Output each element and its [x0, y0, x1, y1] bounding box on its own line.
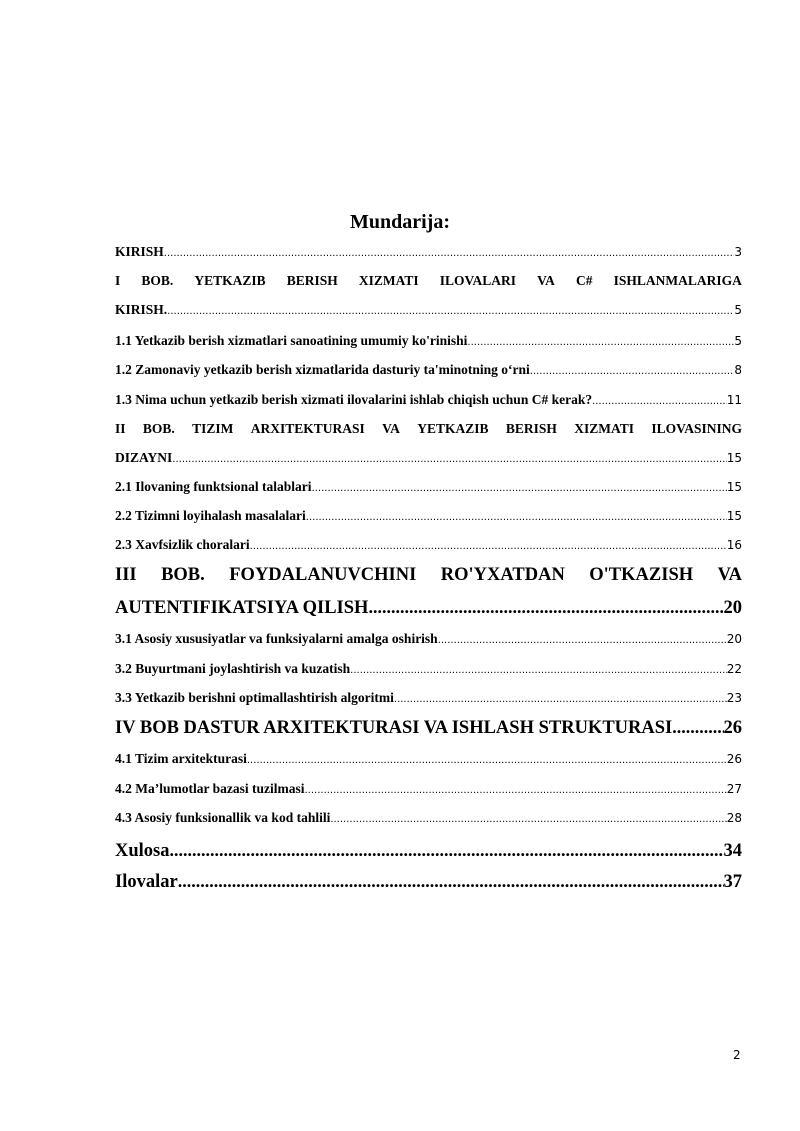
heading-word: ILOVASINING — [651, 421, 742, 436]
toc-page-number: 20 — [726, 632, 742, 646]
toc-page-number: 5 — [734, 334, 742, 348]
toc-page-number: 28 — [726, 811, 742, 825]
heading-word: VA — [717, 565, 742, 585]
toc-entry-text: 3.3 Yetkazib berishni optimallashtirish algoritmi — [115, 690, 394, 705]
dot-leader — [330, 814, 726, 825]
toc-chapter-2-heading-line1[interactable] — [115, 421, 742, 437]
heading-word: BOB. — [141, 273, 174, 288]
heading-word: II — [115, 421, 126, 436]
toc-entry-text: IV BOB DASTUR ARXITEKTURASI VA ISHLASH STRUKTURASI — [115, 718, 673, 738]
toc-page-number: 15 — [726, 451, 742, 465]
toc-page-number: 34 — [723, 841, 742, 861]
toc-title: Mundarija: — [350, 211, 450, 233]
heading-word: XIZMATI — [358, 273, 419, 288]
toc-page-number: 3 — [734, 245, 742, 259]
heading-word: C# — [576, 273, 593, 288]
dot-leader — [672, 717, 723, 738]
toc-entry-xulosa[interactable] — [115, 840, 742, 866]
dot-leader — [467, 337, 734, 348]
dot-leader — [250, 541, 727, 552]
toc-entry-text: 1.3 Nima uchun yetkazib berish xizmati ilovalarini ishlab chiqish uchun C# kerak? — [115, 392, 593, 407]
toc-entry-4-3[interactable] — [115, 810, 742, 830]
toc-page-number: 15 — [726, 480, 742, 494]
dot-leader — [438, 635, 727, 646]
toc-entry-1-3[interactable] — [115, 392, 742, 412]
dot-leader — [178, 871, 724, 892]
toc-entry-text: AUTENTIFIKATSIYA QILISH — [115, 598, 369, 618]
toc-entry-text: 2.2 Tizimni loyihalash masalalari — [115, 508, 306, 523]
heading-word: YETKAZIB — [417, 421, 489, 436]
toc-page-number: 22 — [726, 662, 742, 676]
toc-page-number: 5 — [734, 303, 742, 317]
dot-leader — [172, 454, 726, 465]
toc-entry-1-1[interactable] — [115, 333, 742, 353]
toc-entry-text: Xulosa — [115, 841, 170, 861]
heading-word: VA — [382, 421, 400, 436]
heading-word: XIZMATI — [574, 421, 635, 436]
toc-entry-2-1[interactable] — [115, 479, 742, 499]
toc-chapter-1-heading-line2[interactable] — [115, 302, 742, 322]
page-number: 2 — [733, 1048, 741, 1062]
dot-leader — [170, 840, 724, 861]
dot-leader — [592, 396, 727, 407]
dot-leader — [306, 512, 727, 523]
toc-entry-3-3[interactable] — [115, 690, 742, 710]
toc-entry-text: 2.3 Xavfsizlik choralari — [115, 537, 250, 552]
toc-page-number: 26 — [723, 718, 742, 738]
heading-word: BOB. — [161, 565, 205, 585]
toc-entry-3-1[interactable] — [115, 631, 742, 651]
toc-entry-text: 4.1 Tizim arxitekturasi — [115, 751, 247, 766]
toc-entry-4-2[interactable] — [115, 781, 742, 801]
heading-word: ILOVALARI — [439, 273, 517, 288]
heading-word: III — [115, 565, 137, 585]
toc-entry-text: 1.1 Yetkazib berish xizmatlari sanoatining umumiy ko'rinishi — [115, 333, 468, 348]
dot-leader — [305, 785, 727, 796]
heading-word: VA — [537, 273, 555, 288]
dot-leader — [368, 597, 723, 618]
heading-word: RO'YXATDAN — [440, 565, 565, 585]
heading-word: ISHLANMALARIGA — [613, 273, 742, 288]
toc-page-number: 16 — [726, 538, 742, 552]
toc-entry-text: KIRISH. — [115, 302, 168, 317]
toc-page-number: 26 — [726, 752, 742, 766]
toc-entry-3-2[interactable] — [115, 661, 742, 681]
toc-page-number: 23 — [726, 691, 742, 705]
heading-word: ARXITEKTURASI — [250, 421, 365, 436]
heading-word: BERISH — [505, 421, 557, 436]
heading-word: TIZIM — [192, 421, 234, 436]
toc-entry-text: 2.1 Ilovaning funktsional talablari — [115, 479, 312, 494]
toc-entry-4-1[interactable] — [115, 751, 742, 771]
toc-entry-kirish[interactable] — [115, 244, 742, 264]
toc-page-number: 11 — [726, 393, 742, 407]
dot-leader — [312, 483, 727, 494]
toc-page-number: 27 — [726, 782, 742, 796]
toc-chapter-2-heading-line2[interactable] — [115, 450, 742, 470]
toc-entry-text: Ilovalar — [115, 872, 178, 892]
toc-chapter-3-heading-line2[interactable] — [115, 597, 742, 623]
dot-leader — [530, 366, 735, 377]
toc-entry-text: DIZAYNI — [115, 450, 173, 465]
toc-page-number: 8 — [734, 363, 742, 377]
heading-word: FOYDALANUVCHINI — [229, 565, 417, 585]
toc-entry-text: KIRISH — [115, 244, 164, 259]
heading-word: BOB. — [142, 421, 175, 436]
dot-leader — [394, 694, 727, 705]
toc-entry-ilovalar[interactable] — [115, 871, 742, 897]
toc-entry-text: 3.1 Asosiy xususiyatlar va funksiyalarni amalga oshirish — [115, 631, 438, 646]
toc-chapter-1-heading-line1[interactable] — [115, 273, 742, 289]
toc-entry-text: 1.2 Zamonaviy yetkazib berish xizmatlarida dasturiy ta'minotning o‘rni — [115, 362, 530, 377]
toc-page-number: 37 — [723, 872, 742, 892]
toc-entry-2-2[interactable] — [115, 508, 742, 528]
toc-page-number: 20 — [723, 598, 742, 618]
toc-page-number: 15 — [726, 509, 742, 523]
heading-word: O'TKAZISH — [589, 565, 694, 585]
toc-entry-text: 3.2 Buyurtmani joylashtirish va kuzatish — [115, 661, 351, 676]
dot-leader — [350, 665, 727, 676]
heading-word: I — [115, 273, 121, 288]
toc-entry-2-3[interactable] — [115, 537, 742, 557]
heading-word: BERISH — [286, 273, 338, 288]
dot-leader — [247, 755, 727, 766]
toc-entry-text: 4.2 Ma’lumotlar bazasi tuzilmasi — [115, 781, 305, 796]
dot-leader — [164, 248, 735, 259]
toc-entry-text: 4.3 Asosiy funksionallik va kod tahlili — [115, 810, 331, 825]
toc-entry-1-2[interactable] — [115, 362, 742, 382]
toc-chapter-3-heading-line1[interactable] — [115, 565, 742, 586]
dot-leader — [167, 306, 734, 317]
heading-word: YETKAZIB — [194, 273, 266, 288]
toc-chapter-4-heading[interactable] — [115, 717, 742, 743]
